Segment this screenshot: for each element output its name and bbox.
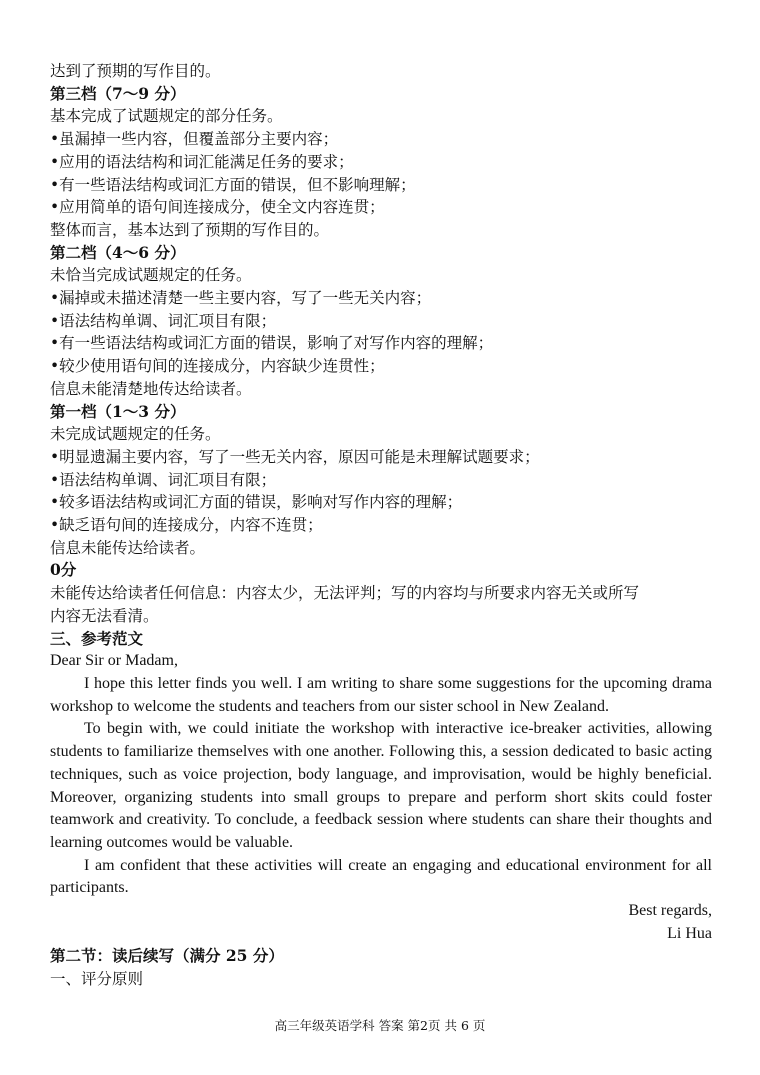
grade-title: 第三档（7～9 分）: [50, 83, 186, 103]
grade-title: 第一档（1～3 分）: [50, 401, 186, 421]
sample-heading: 三、参考范文: [50, 628, 144, 648]
grade-bullet: •应用简单的语句间连接成分，使全文内容连贯；: [50, 198, 385, 217]
signature: Li Hua: [667, 924, 712, 942]
grade-conclusion: 信息未能清楚地传达给读者。: [50, 379, 252, 398]
intro-line: 达到了预期的写作目的。: [50, 62, 221, 80]
grade-bullet: •缺乏语句间的连接成分，内容不连贯；: [50, 516, 323, 535]
zero-description: 内容无法看清。: [50, 606, 159, 625]
grade-summary: 未恰当完成试题规定的任务。: [50, 266, 252, 285]
essay-paragraph: To begin with, we could initiate the workshop with interactive ice-breaker activities, allowing students to familiarize themselves with one another. Following this, a session dedicated to basic acting techniques, such as voice projection, body language, and improvisation, would be highly beneficial. Moreover, organizing students into small groups to prepare and perform short skits could foster teamwork and creativity. To conclude, a feedback session where students can share their thoughts and learning outcomes would be valuable.: [50, 720, 712, 851]
closing: Best regards,: [628, 902, 712, 920]
zero-description: 未能传达给读者任何信息：内容太少，无法评判；写的内容均与所要求内容无关或所写: [50, 584, 640, 603]
grade-bullet: •较少使用语句间的连接成分，内容缺少连贯性；: [50, 357, 385, 376]
grade-summary: 未完成试题规定的任务。: [50, 425, 221, 444]
grade-bullet: •有一些语法结构或词汇方面的错误，影响了对写作内容的理解；: [50, 334, 494, 353]
grade-title-zero: 0分: [50, 560, 77, 580]
grade-bullet: •应用的语法结构和词汇能满足任务的要求；: [50, 152, 354, 171]
salutation: Dear Sir or Madam,: [50, 652, 178, 670]
section-title: 第二节：读后续写（满分 25 分）: [50, 946, 284, 966]
grade-bullet: •较多语法结构或词汇方面的错误，影响对写作内容的理解；: [50, 493, 463, 512]
document-page: [50, 60, 712, 991]
grade-bullet: •语法结构单调、词汇项目有限；: [50, 470, 277, 489]
grade-bullet: •有一些语法结构或词汇方面的错误，但不影响理解；: [50, 175, 416, 194]
grade-summary: 基本完成了试题规定的部分任务。: [50, 107, 283, 126]
grade-bullet: •漏掉或未描述清楚一些主要内容，写了一些无关内容；: [50, 289, 432, 308]
section-subtitle: 一、评分原则: [50, 970, 144, 989]
grade-bullet: •语法结构单调、词汇项目有限；: [50, 311, 277, 330]
grade-conclusion: 信息未能传达给读者。: [50, 538, 206, 557]
grade-conclusion: 整体而言，基本达到了预期的写作目的。: [50, 220, 330, 239]
page-footer: 高三年级英语学科 答案 第2页 共 6 页: [274, 1018, 486, 1033]
grade-bullet: •虽漏掉一些内容，但覆盖部分主要内容；: [50, 130, 339, 149]
essay-paragraph: I hope this letter finds you well. I am writing to share some suggestions for the upcoming drama workshop to welcome the students and teachers from our sister school in New Zealand.: [50, 674, 712, 715]
grade-title: 第二档（4～6 分）: [50, 242, 186, 262]
grade-bullet: •明显遗漏主要内容，写了一些无关内容，原因可能是未理解试题要求；: [50, 447, 540, 466]
essay-paragraph: I am confident that these activities will create an engaging and educational environment for all participants.: [50, 856, 712, 897]
